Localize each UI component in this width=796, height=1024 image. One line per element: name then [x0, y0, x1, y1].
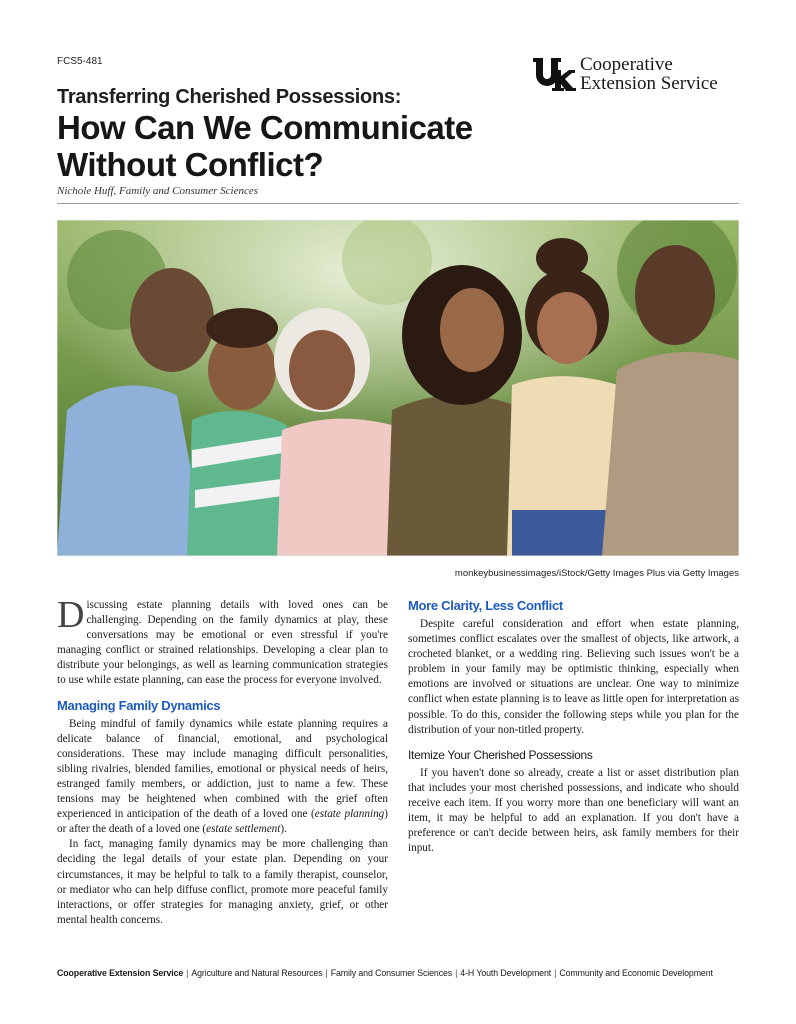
uk-logo-icon — [532, 56, 576, 92]
author-byline: Nichole Huff, Family and Consumer Sciences — [57, 185, 259, 197]
footer-unit: Family and Consumer Sciences — [330, 968, 453, 978]
logo-line-2: Extension Service — [580, 73, 718, 94]
footer-org: Cooperative Extension Service — [57, 968, 184, 978]
paragraph: Despite careful consideration and effort when estate planning, sometimes conflict escalates over the smallest of objects, like artwork, a crocheted blanket, or a wedding ring. Believing such issues won't be a problem in your family may be optimistic thinking, especially when emotions are involved or situations are unclear. One way to minimize conflict when estate planning is to leave as little open for interpretation as possible. To do this, consider the following steps while you plan for the distribution of your non-titled property. — [408, 618, 739, 736]
footer-unit: 4-H Youth Development — [460, 968, 552, 978]
title-line-1: How Can We Communicate — [57, 109, 473, 146]
title-line-2: Without Conflict? — [57, 146, 324, 183]
footer-unit: Agriculture and Natural Resources — [191, 968, 323, 978]
page-footer: Cooperative Extension Service | Agriculture and Natural Resources | Family and Consumer Sciences | 4-H Youth Development | Community and Economic Development — [57, 968, 713, 978]
paragraph: In fact, managing family dynamics may be more challenging than deciding the legal details of your estate plan. Depending on your circumstances, it may be helpful to talk to a family therapist, counselor, or mediator who can help diffuse conflict, promote more peaceful family interactions, or offer strategies for managing anxiety, grief, or other mental health concerns. — [57, 838, 388, 926]
photo-credit: monkeybusinessimages/iStock/Getty Images Plus via Getty Images — [454, 568, 739, 579]
header-divider — [57, 203, 739, 204]
heading-managing-family-dynamics: Managing Family Dynamics — [57, 697, 221, 713]
logo-text — [580, 55, 718, 93]
drop-cap: D — [57, 594, 85, 636]
right-column — [408, 598, 739, 856]
intro-paragraph: Discussing estate planning details with loved ones can be challenging. Depending on the family dynamics at play, these conversations may be emotional or even stressful if you're managing conflict or strained relationships. Developing a clear plan to distribute your belongings, as well as learning communication strategies to use while estate planning, can ease the process for everyone involved. — [57, 594, 388, 687]
left-column — [57, 594, 388, 928]
footer-unit: Community and Economic Development — [559, 968, 713, 978]
family-photo — [57, 220, 739, 556]
publication-number: FCS5-481 — [57, 56, 103, 67]
heading-more-clarity: More Clarity, Less Conflict — [408, 598, 563, 613]
extension-logo — [532, 55, 742, 95]
heading-itemize-possessions: Itemize Your Cherished Possessions — [408, 747, 593, 762]
article-title — [57, 109, 527, 183]
article-subtitle: Transferring Cherished Possessions: — [57, 86, 402, 108]
paragraph: Being mindful of family dynamics while estate planning requires a delicate balance of financial, emotional, and psychological considerations. These may include managing difficult personalities, sibling rivalries, blended families, emotional or physical needs of heirs, estranged family members, or addiction, just to name a few. These tensions may be heightened when combined with the grief often experienced in anticipation of the death of a loved one (estate planning) or after the death of a loved one (estate settlement). — [57, 717, 388, 836]
paragraph: If you haven't done so already, create a list or asset distribution plan that includes your most cherished possessions, and indicate who should receive each item. If you worry more than one beneficiary will want an item, it may be helpful to add an explanation. If you don't have a preference or can't decide between heirs, ask family members for their input. — [408, 766, 739, 855]
logo-line-1: Cooperative — [580, 54, 673, 75]
